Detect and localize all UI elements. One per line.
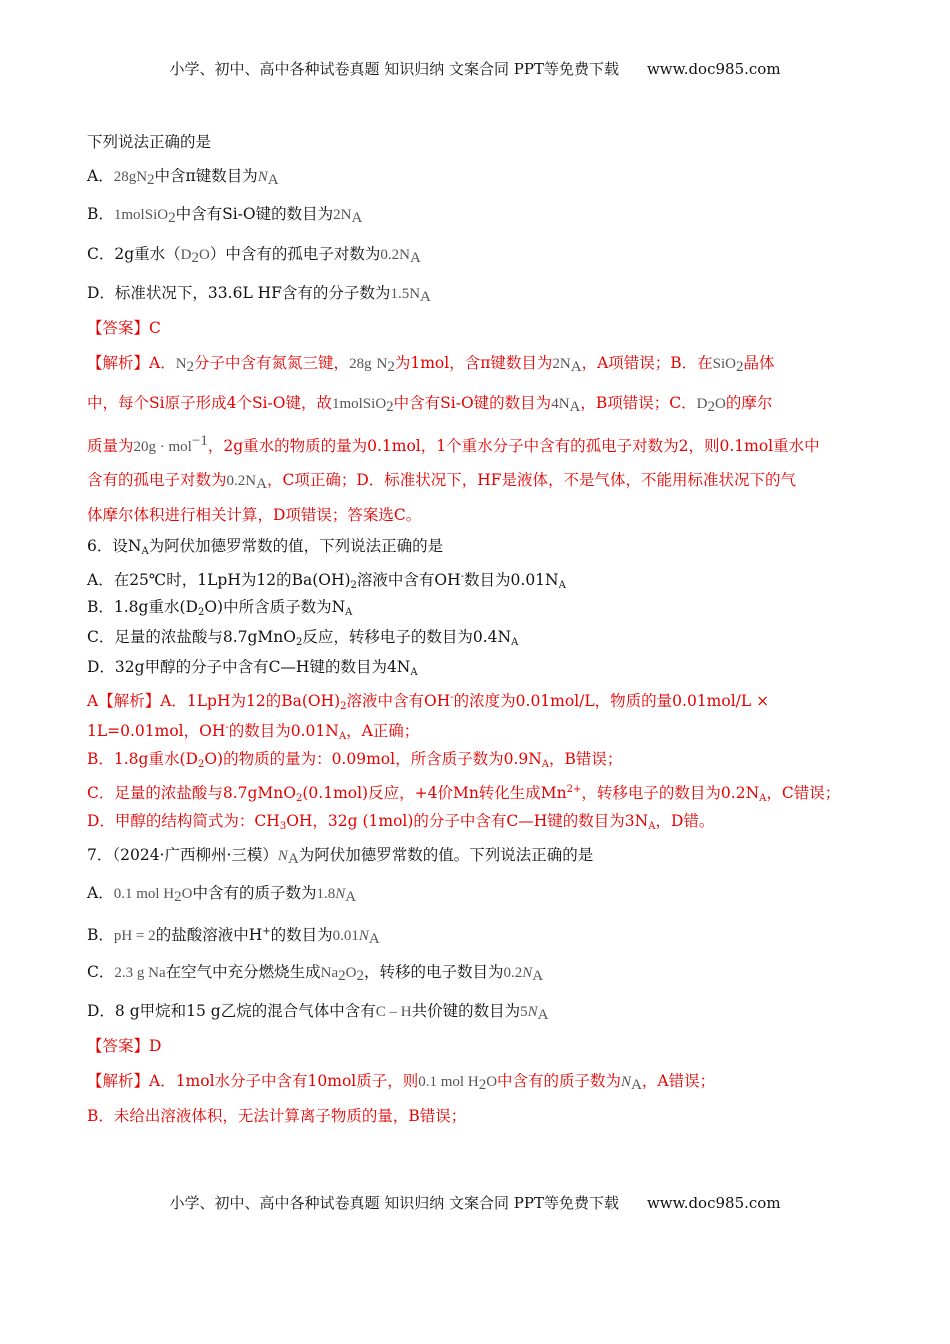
page-footer <box>0 1192 950 1213</box>
q7-explanation-line-1: 【解析】A．1mol水分子中含有10mol质子，则0.1 mol $H_2O$中含有的质子数为$N_A$，A错误； <box>87 1072 716 1093</box>
q6-explanation-line-4: C．足量的浓盐酸与8.7gMnO$_2$(0.1mol)反应，+4价Mn转化生成$Mn^{2+}$，转移电子的数目为$0.2N_A$，C错误； <box>87 784 841 804</box>
q6-explanation-line-3: B．1.8g重水$(D_2O)$的物质的量为：0.09mol，所含质子数为$0.9N_A$，B错误； <box>87 750 623 770</box>
q7-option-d: D．8 g甲烷和15 g乙烷的混合气体中含有C – H共价键的数目为$5N_A$ <box>87 1002 549 1023</box>
page-header <box>0 58 950 79</box>
q6-option-a: A．在25℃时，1LpH为12的$Ba(OH)_2$溶液中含有OH-数目为$0.01N_A$ <box>87 571 566 591</box>
q5-explanation-line-4: 含有的孤电子对数为$0.2N_A$，C项正确；D．标准状况下，HF是液体，不是气体，不能用标准状况下的气 <box>87 471 797 492</box>
q5-answer: 【答案】C <box>87 319 161 337</box>
q5-option-c: C．2g重水$(D_2O)$中含有的孤电子对数为$0.2N_A$ <box>87 245 421 266</box>
footer-text: 小学、初中、高中各种试卷真题 知识归纳 文案合同 PPT等免费下载 <box>169 1194 619 1212</box>
q6-explanation-line-2: 1L=0.01mol，OH-的数目为$0.01N_A$，A正确； <box>87 722 420 742</box>
q7-explanation-line-2: B．未给出溶液体积，无法计算离子物质的量，B错误； <box>87 1107 467 1125</box>
q5-option-d: D．标准状况下，33.6L HF含有的分子数为$1.5N_A$ <box>87 284 431 305</box>
q5-explanation-line-1: 【解析】A．$N_2$分子中含有氮氮三键，28g $N_2$为1mol，含π键数目为$2N_A$，A项错误；B．在SiO$_2$晶体 <box>87 354 775 375</box>
header-site-link[interactable]: www.doc985.com <box>646 60 781 78</box>
q5-stem: 下列说法正确的是 <box>87 133 212 151</box>
q7-answer: 【答案】D <box>87 1037 162 1055</box>
q7-option-c: C．2.3 g Na在空气中充分燃烧生成$Na_2O_2$，转移的电子数目为$0.2N_A$ <box>87 963 544 984</box>
q6-option-b: B．1.8g重水$(D_2O)$中所含质子数为$N_A$ <box>87 598 353 618</box>
q5-option-b: B．1molSiO$_2$中含有Si-O键的数目为$2N_A$ <box>87 205 363 226</box>
q5-option-a: A．$28gN_2$中含π键数目为$N_A$ <box>87 167 279 188</box>
q7-stem: 7．（2024·广西柳州·三模）$N_A$为阿伏加德罗常数的值。下列说法正确的是 <box>87 846 594 867</box>
q5-explanation-line-5: 体摩尔体积进行相关计算，D项错误；答案选C。 <box>87 506 422 524</box>
q6-stem: 6．设$N_A$为阿伏加德罗常数的值，下列说法正确的是 <box>87 537 444 557</box>
q5-explanation-line-2: 中，每个Si原子形成4个Si-O键，故1molSiO$_2$中含有Si-O键的数目为$4N_A$，B项错误；C．$D_2O$的摩尔 <box>87 394 773 415</box>
q6-option-d: D．32g甲醇的分子中含有C—H键的数目为$4N_A$ <box>87 658 418 678</box>
q7-option-b: B．pH = 2的盐酸溶液中H+的数目为$0.01N_A$ <box>87 926 380 947</box>
q7-option-a: A．0.1 mol $H_2O$中含有的质子数为$1.8N_A$ <box>87 884 357 905</box>
q5-explanation-line-3: 质量为20g · mol$^{-1}$，2g重水的物质的量为0.1mol，1个重水分子中含有的孤电子对数为2，则0.1mol重水中 <box>87 433 820 455</box>
header-text: 小学、初中、高中各种试卷真题 知识归纳 文案合同 PPT等免费下载 <box>169 60 619 78</box>
footer-site-link[interactable]: www.doc985.com <box>646 1194 781 1212</box>
q6-explanation-line-5: D．甲醇的结构简式为：$CH_3OH$，32g (1mol)的分子中含有C—H键的数目为$3N_A$，D错。 <box>87 812 715 832</box>
q6-explanation-line-1: A【解析】A．1LpH为12的$Ba(OH)_2$溶液中含有OH-的浓度为0.01mol/L，物质的量0.01mol/L × <box>87 692 770 712</box>
q6-option-c: C．足量的浓盐酸与8.7gMnO$_2$反应，转移电子的数目为$0.4N_A$ <box>87 628 519 648</box>
